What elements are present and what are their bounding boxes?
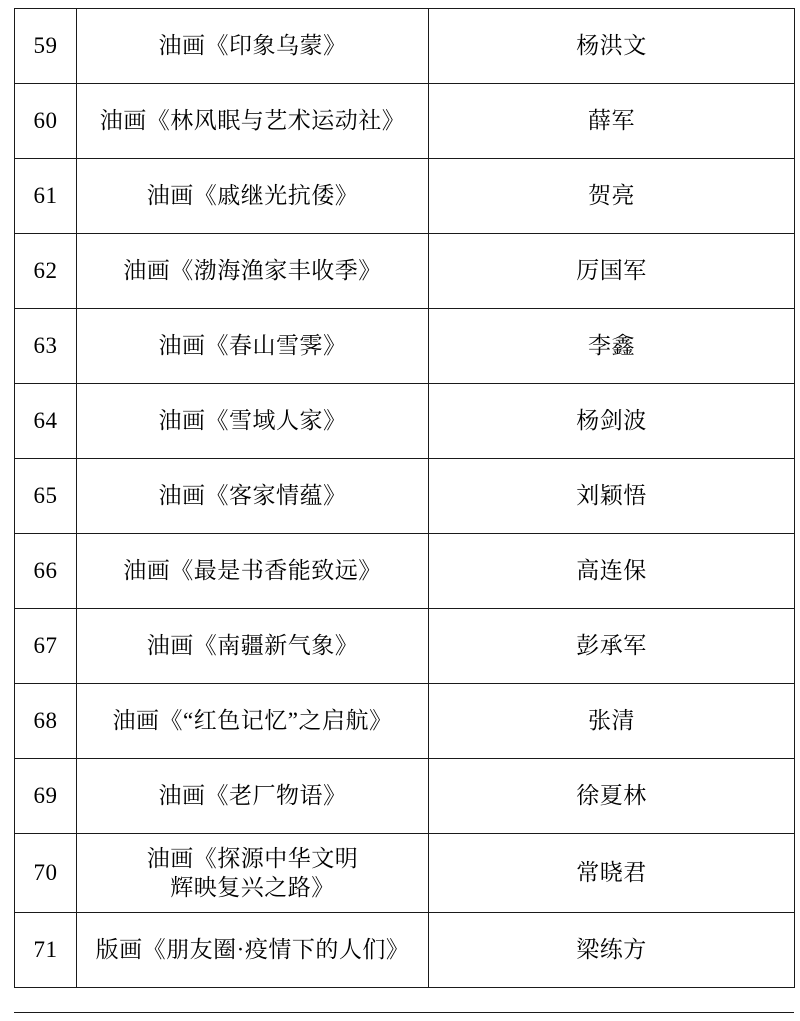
artwork-title-line: 油画《印象乌蒙》 bbox=[158, 33, 347, 59]
cell-author-name: 薛军 bbox=[429, 84, 795, 159]
cell-artwork-title bbox=[77, 9, 429, 84]
table-row bbox=[15, 84, 795, 159]
table-row bbox=[15, 534, 795, 609]
artwork-title-line: 油画《戚继光抗倭》 bbox=[146, 183, 359, 209]
cell-artwork-title bbox=[77, 759, 429, 834]
cell-author-name: 李鑫 bbox=[429, 309, 795, 384]
table-row bbox=[15, 384, 795, 459]
cell-artwork-title bbox=[77, 913, 429, 988]
table-row bbox=[15, 913, 795, 988]
cell-artwork-title bbox=[77, 609, 429, 684]
cell-author-name: 刘颖悟 bbox=[429, 459, 795, 534]
artwork-title-line: 油画《探源中华文明 bbox=[146, 845, 359, 871]
cell-artwork-title bbox=[77, 834, 429, 913]
cell-author-name: 杨洪文 bbox=[429, 9, 795, 84]
cell-serial-number: 71 bbox=[15, 913, 77, 988]
table-body bbox=[15, 9, 795, 988]
cell-artwork-title bbox=[77, 309, 429, 384]
cell-artwork-title bbox=[77, 234, 429, 309]
cell-serial-number: 59 bbox=[15, 9, 77, 84]
artwork-title-line: 油画《客家情蕴》 bbox=[158, 483, 347, 509]
cell-serial-number: 70 bbox=[15, 834, 77, 913]
cell-author-name: 张清 bbox=[429, 684, 795, 759]
cell-artwork-title bbox=[77, 459, 429, 534]
artwork-title-line: 油画《最是书香能致远》 bbox=[123, 558, 382, 584]
cell-author-name: 梁练方 bbox=[429, 913, 795, 988]
cell-artwork-title bbox=[77, 534, 429, 609]
cell-author-name: 高连保 bbox=[429, 534, 795, 609]
cell-artwork-title bbox=[77, 384, 429, 459]
artwork-table bbox=[14, 8, 795, 988]
artwork-title-line: 油画《“红色记忆”之启航》 bbox=[112, 708, 393, 734]
artwork-title-line: 油画《林风眠与艺术运动社》 bbox=[99, 108, 406, 134]
artwork-title-line: 油画《老厂物语》 bbox=[158, 783, 347, 809]
table-row bbox=[15, 9, 795, 84]
document-page bbox=[0, 8, 800, 1021]
cell-serial-number: 66 bbox=[15, 534, 77, 609]
artwork-title-line: 油画《南疆新气象》 bbox=[146, 633, 359, 659]
table-row bbox=[15, 684, 795, 759]
cell-artwork-title bbox=[77, 684, 429, 759]
cell-serial-number: 63 bbox=[15, 309, 77, 384]
artwork-title-line: 版画《朋友圈·疫情下的人们》 bbox=[95, 937, 410, 963]
cell-artwork-title bbox=[77, 159, 429, 234]
cell-author-name: 彭承军 bbox=[429, 609, 795, 684]
cell-serial-number: 60 bbox=[15, 84, 77, 159]
cell-serial-number: 67 bbox=[15, 609, 77, 684]
cell-serial-number: 61 bbox=[15, 159, 77, 234]
cell-serial-number: 69 bbox=[15, 759, 77, 834]
cell-artwork-title bbox=[77, 84, 429, 159]
table-row bbox=[15, 234, 795, 309]
table-row bbox=[15, 309, 795, 384]
artwork-title-line: 油画《雪域人家》 bbox=[158, 408, 347, 434]
cell-serial-number: 64 bbox=[15, 384, 77, 459]
table-row bbox=[15, 609, 795, 684]
cell-serial-number: 65 bbox=[15, 459, 77, 534]
cell-author-name: 杨剑波 bbox=[429, 384, 795, 459]
table-row bbox=[15, 159, 795, 234]
artwork-title-line: 油画《春山雪霁》 bbox=[158, 333, 347, 359]
cell-author-name: 厉国军 bbox=[429, 234, 795, 309]
artwork-title-line: 油画《渤海渔家丰收季》 bbox=[123, 258, 382, 284]
artwork-title-line: 辉映复兴之路》 bbox=[170, 875, 335, 900]
cell-author-name: 徐夏林 bbox=[429, 759, 795, 834]
cell-serial-number: 62 bbox=[15, 234, 77, 309]
cell-serial-number: 68 bbox=[15, 684, 77, 759]
table-row bbox=[15, 759, 795, 834]
cell-author-name: 贺亮 bbox=[429, 159, 795, 234]
table-row bbox=[15, 834, 795, 913]
table-row bbox=[15, 459, 795, 534]
cell-author-name: 常晓君 bbox=[429, 834, 795, 913]
